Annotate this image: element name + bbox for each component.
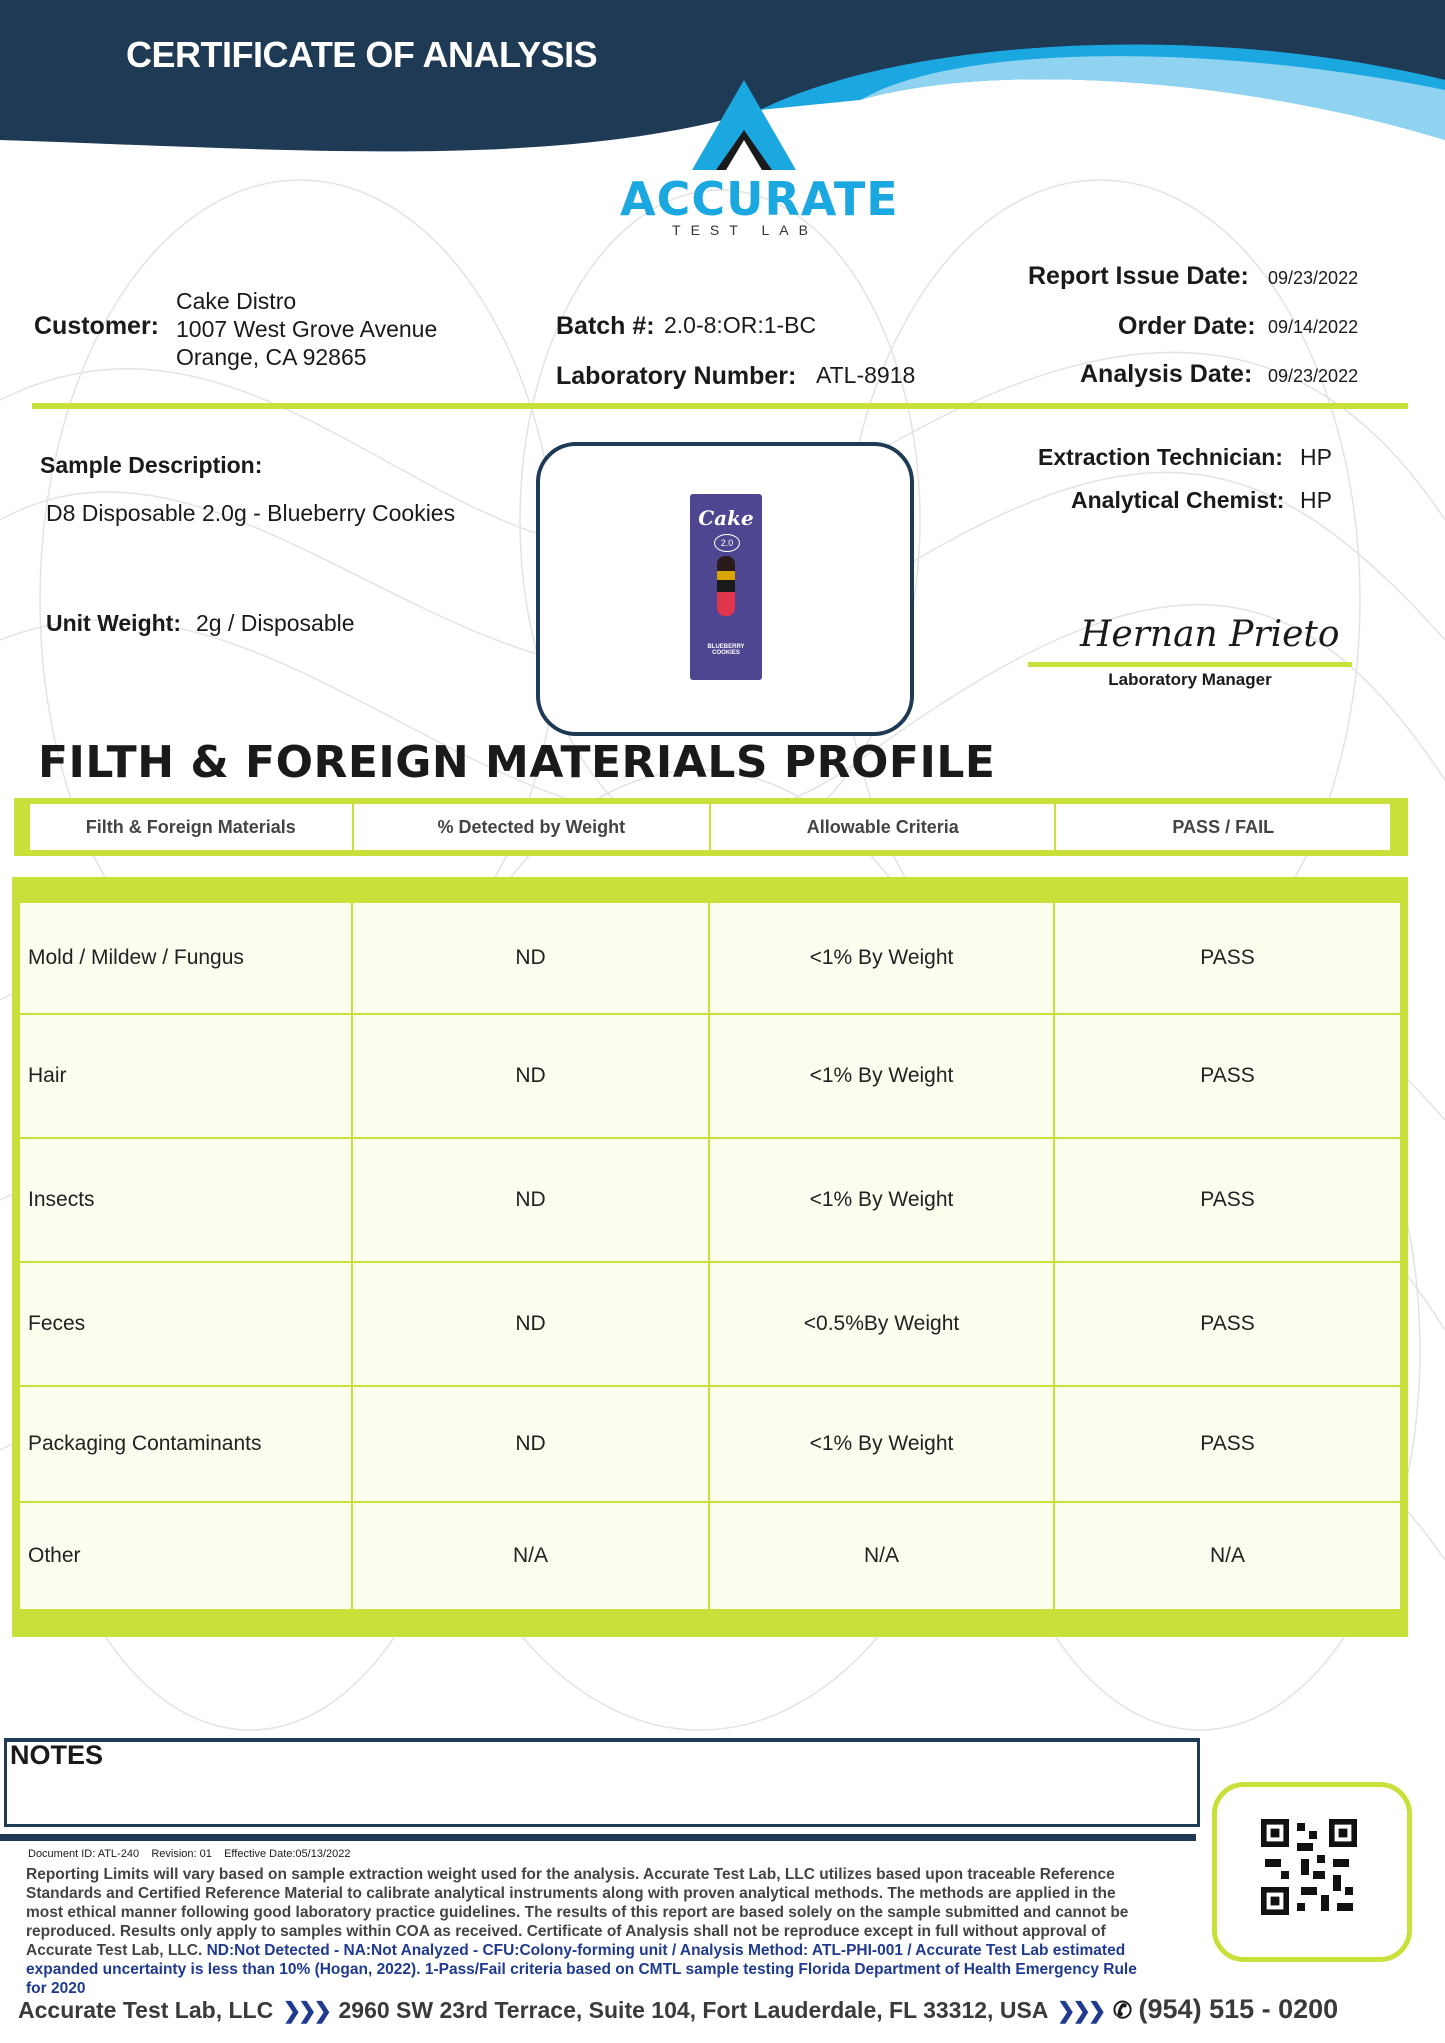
- document-id: Document ID: ATL-240: [28, 1848, 140, 1860]
- disclaimer-text: Reporting Limits will vary based on sample extraction weight used for the analysis. Accurate Test Lab, LLC utilizes based upon traceable Reference Standards and Certified Reference Material to calibrate analytical instruments along with proven analytical methods. The methods are applied in the most ethical manner following good laboratory practice guidelines. The results of this report are based solely on the sample submitted and cannot be reproduced. Results only apply to samples within COA as received. Certificate of Analysis shall not be reproduce except in full without approval of Accurate Test Lab, LLC.: [26, 1866, 1129, 1959]
- company-address: 2960 SW 23rd Terrace, Suite 104, Fort Lauderdale, FL 33312, USA: [338, 1997, 1048, 2023]
- table-row: [20, 1503, 1400, 1609]
- sample-description: D8 Disposable 2.0g - Blueberry Cookies: [46, 500, 456, 526]
- criteria-value: <1% By Weight: [710, 1139, 1055, 1261]
- document-revision: Revision: 01: [151, 1848, 212, 1860]
- detected-value: ND: [353, 1387, 710, 1501]
- table-header: [30, 804, 1390, 850]
- detected-value: ND: [353, 903, 710, 1013]
- table-row: [20, 1387, 1400, 1503]
- manager-signature: Hernan Prieto: [1080, 614, 1340, 655]
- analytical-chemist: HP: [1300, 487, 1332, 513]
- criteria-value: N/A: [710, 1503, 1055, 1609]
- sample-description-label: Sample Description:: [40, 452, 263, 478]
- customer-name: Cake Distro: [176, 288, 297, 314]
- logo-wordmark: ACCURATE: [620, 172, 899, 226]
- column-header: Allowable Criteria: [711, 804, 1056, 850]
- customer-address-line2: Orange, CA 92865: [176, 344, 367, 370]
- detected-value: N/A: [353, 1503, 710, 1609]
- order-date-label: Order Date:: [1118, 312, 1256, 340]
- extraction-technician-label: Extraction Technician:: [1038, 444, 1283, 470]
- product-brand: Cake: [698, 506, 754, 530]
- logo-subtitle: TEST LAB: [672, 222, 818, 238]
- analytical-chemist-label: Analytical Chemist:: [1071, 487, 1285, 513]
- notes-box: [4, 1738, 1200, 1827]
- lab-number-label: Laboratory Number:: [556, 362, 797, 390]
- logo-triangle-icon: [692, 80, 796, 174]
- criteria-value: <1% By Weight: [710, 903, 1055, 1013]
- detected-value: ND: [353, 1263, 710, 1385]
- order-date: 09/14/2022: [1268, 317, 1359, 337]
- company-phone[interactable]: (954) 515 - 0200: [1138, 1994, 1339, 2024]
- criteria-value: <1% By Weight: [710, 1015, 1055, 1137]
- footer-divider: [0, 1834, 1196, 1841]
- table-row: [20, 903, 1400, 1015]
- product-device: [717, 556, 735, 616]
- analysis-date: 09/23/2022: [1268, 366, 1359, 386]
- chevron-right-icon: ❯❯❯: [1053, 1998, 1107, 2023]
- criteria-value: <0.5%By Weight: [710, 1263, 1055, 1385]
- disclaimer-legend: ND:Not Detected - NA:Not Analyzed - CFU:Colony-forming unit / Analysis Method: ATL-PHI-001 / Accurate Test Lab estimated expanded uncertainty is less than 10% (Hogan, 2022). 1-Pass/Fail criteria based on CMTL sample testing Florida Department of Health Emergency Rule for 2020: [26, 1942, 1137, 1997]
- chevron-right-icon: ❯❯❯: [279, 1998, 333, 2023]
- analysis-date-label: Analysis Date:: [1080, 360, 1253, 388]
- result-value: PASS: [1200, 1312, 1255, 1335]
- table-body: [20, 903, 1400, 1609]
- customer-label: Customer:: [34, 312, 160, 340]
- extraction-technician: HP: [1300, 444, 1332, 470]
- result-value: PASS: [1200, 946, 1255, 969]
- unit-weight: 2g / Disposable: [196, 610, 355, 636]
- table-row: [20, 1263, 1400, 1387]
- company-name: Accurate Test Lab, LLC: [18, 1997, 274, 2023]
- detected-value: ND: [353, 1139, 710, 1261]
- phone-icon: ✆: [1112, 1997, 1133, 2023]
- document-meta: [28, 1848, 350, 1860]
- manager-title: Laboratory Manager: [1108, 670, 1272, 689]
- material-name: Other: [20, 1503, 353, 1609]
- column-header: Filth & Foreign Materials: [30, 804, 354, 850]
- notes-title: NOTES: [10, 1740, 104, 1770]
- table-row: [20, 1139, 1400, 1263]
- signature-line: [1028, 662, 1352, 667]
- product-photo-frame: [536, 442, 914, 736]
- material-name: Mold / Mildew / Fungus: [20, 903, 353, 1013]
- material-name: Hair: [20, 1015, 353, 1137]
- section-title: FILTH & FOREIGN MATERIALS PROFILE: [38, 737, 996, 788]
- disclaimer: [26, 1865, 1146, 1998]
- product-photo: [690, 494, 762, 680]
- unit-weight-label: Unit Weight:: [46, 610, 181, 636]
- footer-contact: [18, 1994, 1338, 2025]
- batch-label: Batch #:: [556, 312, 655, 340]
- result-value: PASS: [1200, 1432, 1255, 1455]
- table-row: [20, 1015, 1400, 1139]
- document-title: CERTIFICATE OF ANALYSIS: [126, 34, 598, 75]
- product-flavor: BLUEBERRY COOKIES: [707, 644, 745, 656]
- material-name: Packaging Contaminants: [20, 1387, 353, 1501]
- material-name: Insects: [20, 1139, 353, 1261]
- material-name: Feces: [20, 1263, 353, 1385]
- result-value: PASS: [1200, 1188, 1255, 1211]
- product-badge: 2.0: [714, 534, 740, 552]
- qr-code-frame: [1212, 1782, 1412, 1962]
- qr-code-icon[interactable]: [1261, 1819, 1357, 1915]
- result-value: N/A: [1209, 1544, 1245, 1567]
- document-effective-date: Effective Date:05/13/2022: [224, 1848, 351, 1860]
- customer-address-line1: 1007 West Grove Avenue: [176, 316, 438, 342]
- column-header: PASS / FAIL: [1172, 816, 1275, 837]
- header-divider: [32, 403, 1408, 409]
- criteria-value: <1% By Weight: [710, 1387, 1055, 1501]
- report-issue-date-label: Report Issue Date:: [1028, 262, 1249, 290]
- report-issue-date: 09/23/2022: [1268, 268, 1359, 288]
- detected-value: ND: [353, 1015, 710, 1137]
- batch-value: 2.0-8:OR:1-BC: [664, 312, 817, 338]
- result-value: PASS: [1200, 1064, 1255, 1087]
- lab-number-value: ATL-8918: [816, 362, 916, 388]
- column-header: % Detected by Weight: [354, 804, 711, 850]
